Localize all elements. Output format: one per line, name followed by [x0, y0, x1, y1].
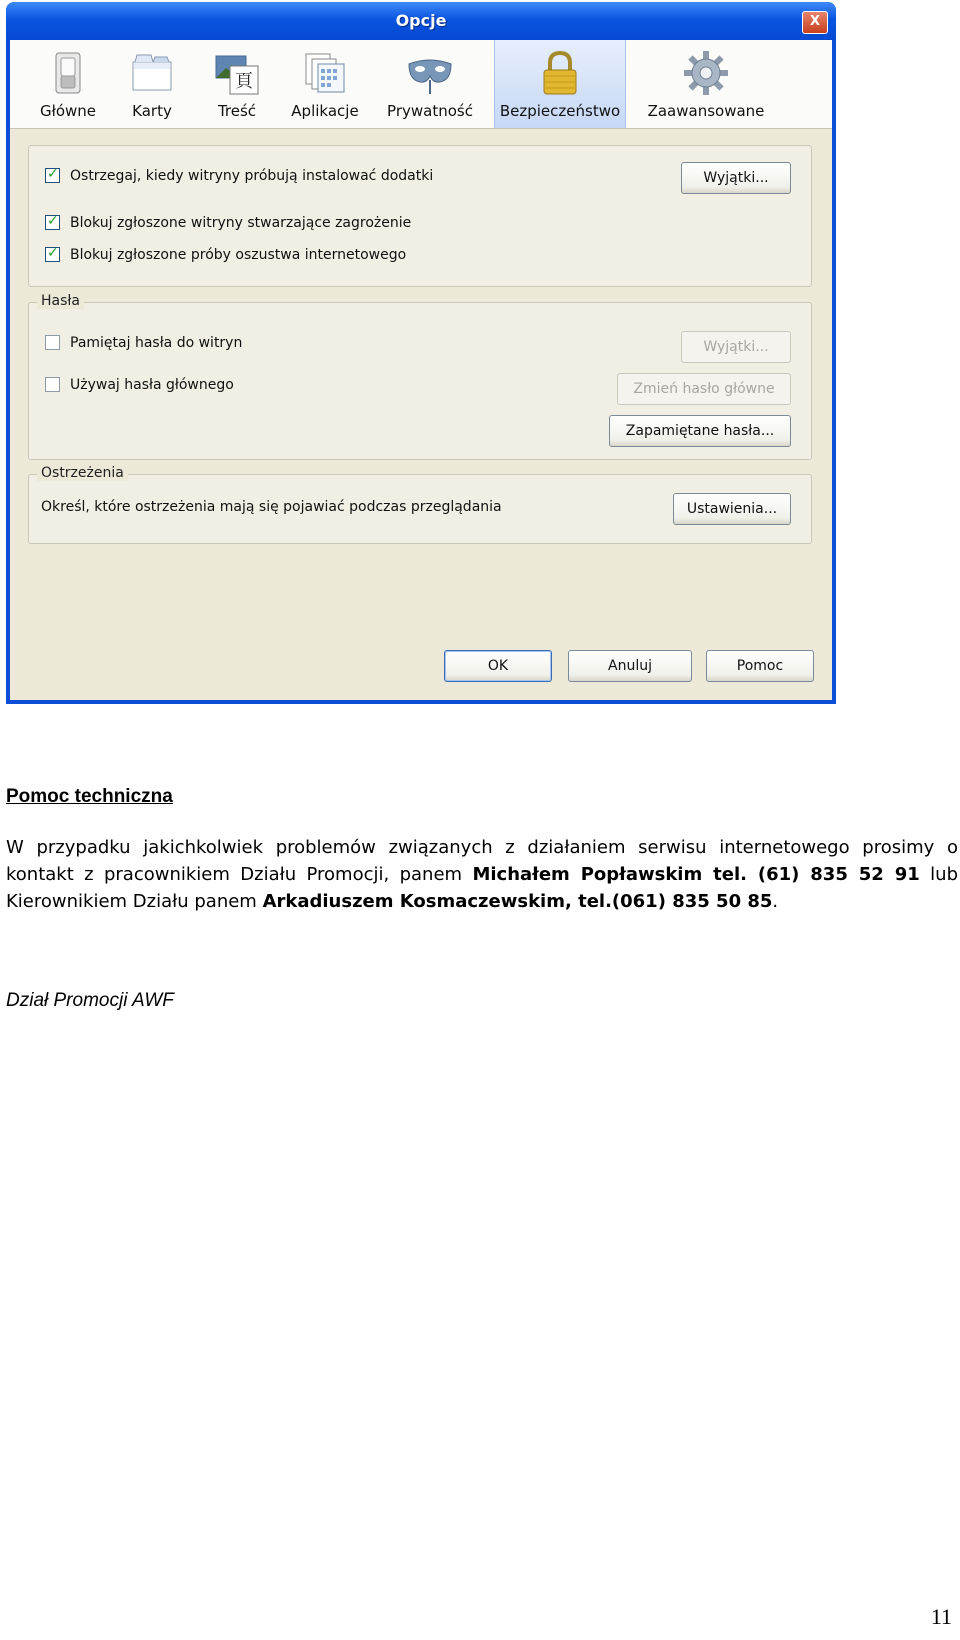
tab-label: Bezpieczeństwo — [499, 102, 621, 120]
master-password-checkbox[interactable] — [45, 377, 60, 392]
block-forgery-option[interactable] — [45, 247, 406, 263]
contact-text-end: . — [772, 891, 779, 912]
passwords-group — [28, 293, 812, 460]
warnings-settings-button[interactable]: Ustawienia... — [673, 493, 791, 525]
switch-icon — [45, 50, 91, 96]
options-toolbar — [10, 40, 832, 129]
tab-label: Treść — [217, 102, 257, 120]
content-icon — [214, 50, 260, 96]
contact-person-2: Arkadiuszem Kosmaczewskim, tel.(061) 835 50 85 — [262, 891, 773, 912]
warnings-group-title: Ostrzeżenia — [37, 465, 128, 481]
tab-tresc[interactable] — [200, 40, 274, 128]
dialog-client-area — [10, 40, 832, 700]
cancel-button[interactable]: Anuluj — [568, 650, 692, 682]
addon-exceptions-button[interactable]: Wyjątki... — [681, 162, 791, 194]
warnings-group — [28, 465, 812, 544]
contact-text-intro: W przypadku jakichkolwiek problemów związanych z działaniem serwisu internetowego prosimy o kontakt z pracownikiem Działu Promocji, panem — [6, 837, 958, 885]
change-master-password-button[interactable]: Zmień hasło główne — [617, 373, 791, 405]
tab-zaawansowane[interactable] — [644, 40, 768, 128]
block-attack-sites-label: Blokuj zgłoszone witryny stwarzające zagrożenie — [70, 215, 412, 231]
options-dialog — [6, 2, 836, 704]
warn-addons-label: Ostrzegaj, kiedy witryny próbują instalować dodatki — [70, 168, 434, 184]
title-bar[interactable] — [6, 2, 836, 40]
tab-label: Aplikacje — [291, 102, 359, 120]
tab-glowne[interactable] — [32, 40, 104, 128]
general-security-group — [28, 145, 812, 287]
contact-person-1: Michałem Popławskim tel. (61) 835 52 91 — [472, 864, 920, 885]
contact-text-middle: lub Kierownikiem Działu panem — [6, 864, 959, 912]
close-button[interactable]: X — [802, 11, 828, 34]
saved-passwords-button[interactable]: Zapamiętane hasła... — [609, 415, 791, 447]
svg-text:頁: 頁 — [235, 71, 253, 92]
help-button[interactable]: Pomoc — [706, 650, 814, 682]
block-forgery-label: Blokuj zgłoszone próby oszustwa internetowego — [70, 247, 407, 263]
block-forgery-checkbox[interactable] — [45, 247, 60, 262]
warnings-description: Określ, które ostrzeżenia mają się pojawiać podczas przeglądania — [41, 499, 502, 515]
master-password-label: Używaj hasła głównego — [70, 377, 234, 393]
signature: Dział Promocji AWF — [6, 990, 174, 1011]
contact-paragraph — [6, 834, 958, 915]
tabs-icon — [129, 50, 175, 96]
page-number: 11 — [930, 1604, 952, 1629]
passwords-group-title: Hasła — [37, 293, 84, 309]
master-password-option[interactable] — [45, 377, 234, 393]
ok-button[interactable]: OK — [444, 650, 552, 682]
gear-icon — [683, 50, 729, 96]
warn-addons-option[interactable] — [45, 168, 433, 184]
dialog-title: Opcje — [395, 11, 447, 30]
padlock-icon — [537, 50, 583, 96]
warn-addons-checkbox[interactable] — [45, 168, 60, 183]
security-panel — [10, 129, 832, 700]
remember-passwords-label: Pamiętaj hasła do witryn — [70, 335, 243, 351]
tab-label: Główne — [39, 102, 97, 120]
tab-prywatnosc[interactable] — [382, 40, 478, 128]
remember-passwords-option[interactable] — [45, 335, 242, 351]
applications-icon — [302, 50, 348, 96]
help-heading: Pomoc techniczna — [6, 786, 173, 807]
tab-aplikacje[interactable] — [282, 40, 368, 128]
tab-karty[interactable] — [116, 40, 188, 128]
mask-icon — [407, 50, 453, 96]
tab-label: Zaawansowane — [647, 102, 765, 120]
tab-label: Karty — [132, 102, 172, 120]
remember-passwords-checkbox[interactable] — [45, 335, 60, 350]
tab-bezpieczenstwo[interactable] — [494, 40, 626, 128]
block-attack-sites-checkbox[interactable] — [45, 215, 60, 230]
tab-label: Prywatność — [387, 102, 473, 120]
block-attack-sites-option[interactable] — [45, 215, 411, 231]
password-exceptions-button[interactable]: Wyjątki... — [681, 331, 791, 363]
